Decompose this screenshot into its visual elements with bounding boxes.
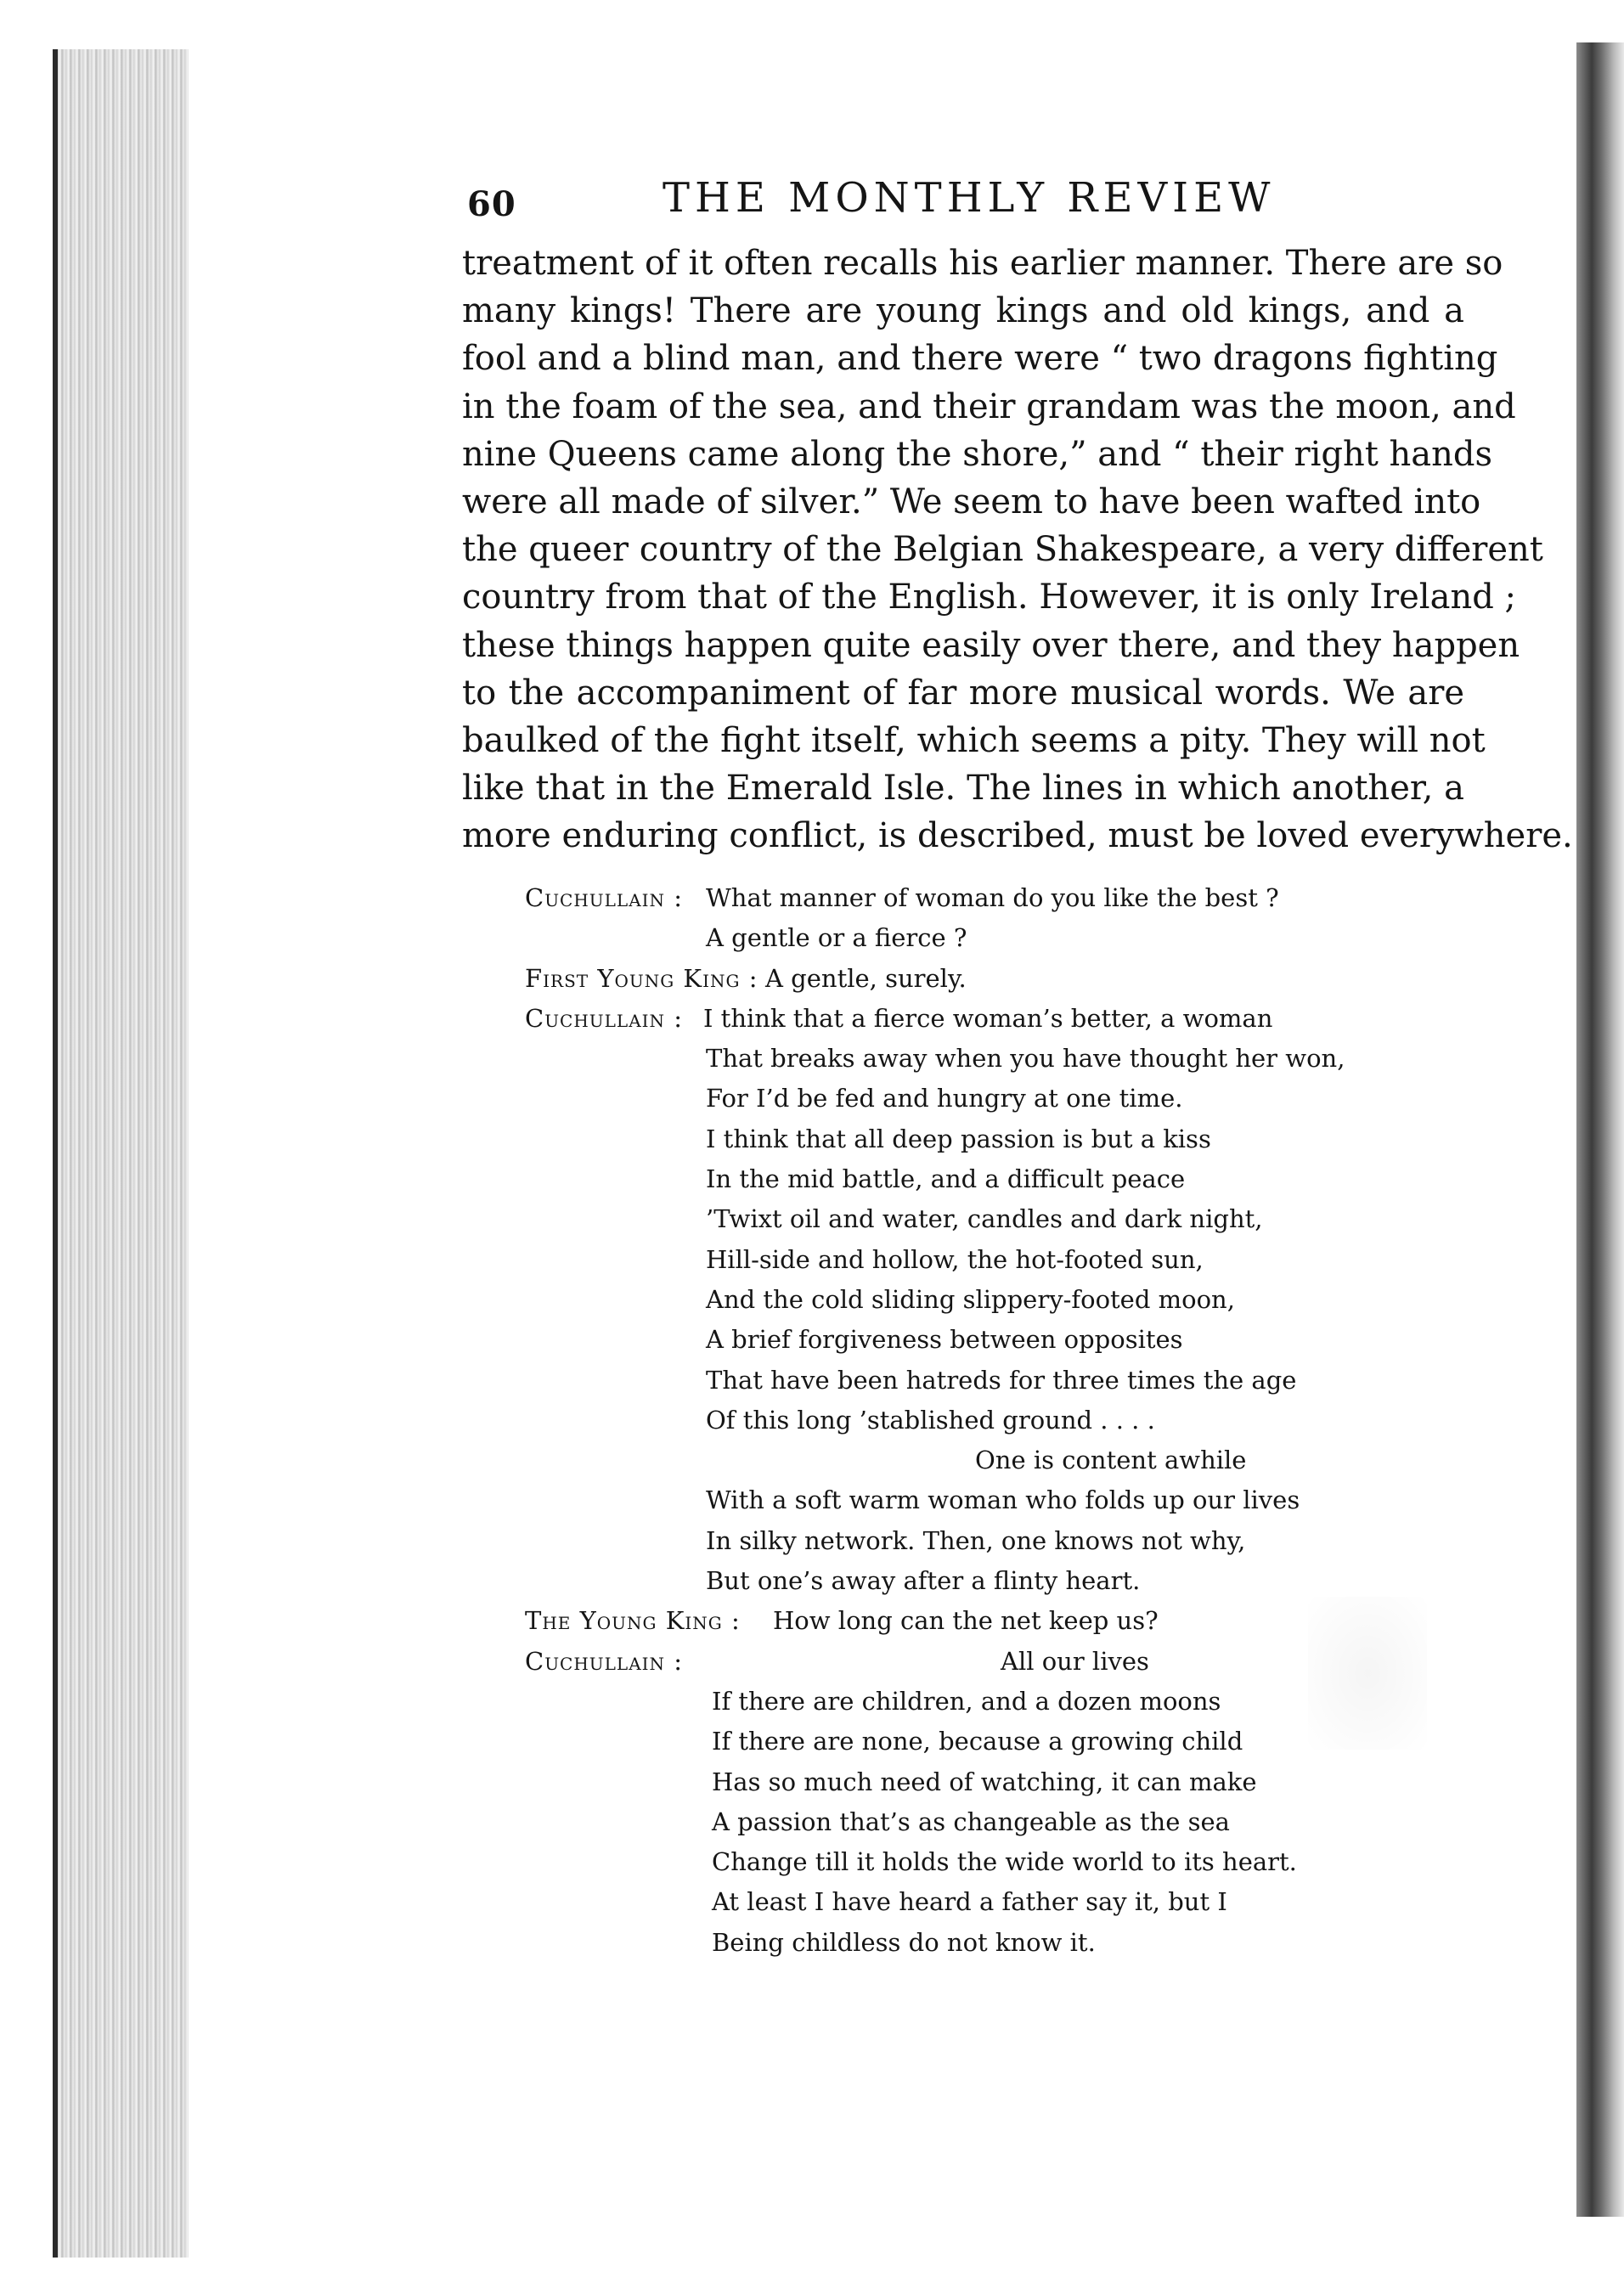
verse-text: How long can the net keep us? <box>773 1606 1159 1636</box>
verse-text: That have been hatreds for three times the age <box>706 1365 1297 1395</box>
speaker-cuchullain: Cuchullain : <box>525 883 684 912</box>
prose-line: the queer country of the Belgian Shakespeare, a very different <box>462 530 1543 570</box>
verse-text: ’Twixt oil and water, candles and dark night, <box>706 1204 1263 1234</box>
verse-dialogue <box>525 878 1374 1963</box>
dialogue-line <box>525 1642 1374 1682</box>
page-number: 60 <box>467 184 516 224</box>
dialogue-line <box>525 1320 1374 1360</box>
dialogue-line <box>525 1119 1374 1159</box>
verse-text: Change till it holds the wide world to its heart. <box>712 1847 1297 1877</box>
dialogue-line <box>525 878 1374 918</box>
speaker-the-young-king: The Young King : <box>525 1606 741 1636</box>
prose-line: fool and a blind man, and there were “ two dragons fighting <box>462 339 1498 379</box>
verse-text: But one’s away after a flinty heart. <box>706 1566 1141 1596</box>
book-spine-shadow <box>1576 42 1624 2217</box>
dialogue-line <box>525 999 1374 1039</box>
prose-line: country from that of the English. However, it is only Ireland ; <box>462 578 1516 617</box>
prose-line: like that in the Emerald Isle. The lines in which another, a <box>462 769 1464 809</box>
dialogue-line <box>525 1361 1374 1401</box>
verse-text: A gentle or a fierce ? <box>706 923 967 953</box>
dialogue-line <box>525 1842 1374 1882</box>
verse-text: At least I have heard a father say it, but I <box>712 1887 1227 1917</box>
verse-text: With a soft warm woman who folds up our lives <box>706 1485 1300 1515</box>
prose-line: more enduring conflict, is described, must be loved everywhere. <box>462 816 1573 856</box>
running-head <box>467 174 1317 234</box>
verse-text: In the mid battle, and a difficult peace <box>706 1164 1186 1194</box>
dialogue-line <box>525 1039 1374 1079</box>
dialogue-line <box>525 1401 1374 1440</box>
verse-text: If there are none, because a growing child <box>712 1727 1243 1756</box>
dialogue-line <box>525 1722 1374 1762</box>
prose-line: these things happen quite easily over there, and they happen <box>462 625 1520 665</box>
verse-text: In silky network. Then, one knows not why, <box>706 1525 1246 1555</box>
dialogue-line <box>525 1682 1374 1722</box>
dialogue-line <box>525 1802 1374 1842</box>
verse-text: If there are children, and a dozen moons <box>712 1686 1221 1716</box>
verse-text: I think that a fierce woman’s better, a woman <box>703 1003 1273 1033</box>
dialogue-line <box>525 1440 1374 1480</box>
prose-line: baulked of the fight itself, which seems a pity. They will not <box>462 720 1486 760</box>
prose-line: in the foam of the sea, and their grandam was the moon, and <box>462 386 1516 426</box>
page-smudge <box>1308 1597 1427 1750</box>
prose-line: treatment of it often recalls his earlier manner. There are so <box>462 244 1503 283</box>
dialogue-line <box>525 1762 1374 1802</box>
dialogue-line <box>525 1480 1374 1520</box>
verse-text: What manner of woman do you like the best ? <box>706 883 1279 912</box>
verse-text: For I’d be fed and hungry at one time. <box>706 1084 1183 1113</box>
dialogue-line <box>525 1159 1374 1199</box>
dialogue-line <box>525 1561 1374 1601</box>
dialogue-line <box>525 1280 1374 1320</box>
dialogue-line <box>525 918 1374 958</box>
prose-line: nine Queens came along the shore,” and “ their right hands <box>462 434 1493 474</box>
verse-text: Being childless do not know it. <box>712 1927 1096 1957</box>
dialogue-line <box>525 1521 1374 1561</box>
verse-text: A brief forgiveness between opposites <box>706 1325 1183 1355</box>
verse-text: All our lives <box>1001 1646 1149 1676</box>
verse-text: A gentle, surely. <box>765 963 967 993</box>
verse-text: That breaks away when you have thought her won, <box>706 1044 1345 1074</box>
dialogue-line <box>525 959 1374 999</box>
dialogue-line <box>525 1882 1374 1922</box>
verse-text: And the cold sliding slippery-footed moon, <box>706 1284 1235 1314</box>
dialogue-line <box>525 1079 1374 1119</box>
prose-line: to the accompaniment of far more musical words. We are <box>462 673 1464 713</box>
verse-text: Hill-side and hollow, the hot-footed sun, <box>706 1244 1204 1274</box>
speaker-cuchullain: Cuchullain : <box>525 1646 684 1676</box>
speaker-cuchullain: Cuchullain : <box>525 1003 684 1033</box>
dialogue-line <box>525 1240 1374 1280</box>
verse-text: One is content awhile <box>975 1446 1247 1475</box>
verse-text: Has so much need of watching, it can make <box>712 1767 1257 1796</box>
page-block-edge <box>53 49 194 2258</box>
dialogue-line <box>525 1199 1374 1239</box>
verse-text: Of this long ’stablished ground . . . . <box>706 1405 1155 1435</box>
verse-text: A passion that’s as changeable as the sea <box>712 1807 1230 1836</box>
dialogue-line <box>525 1601 1374 1641</box>
prose-line: many kings! There are young kings and old kings, and a <box>462 291 1464 331</box>
prose-paragraph <box>462 240 1573 860</box>
prose-line: were all made of silver.” We seem to have been wafted into <box>462 482 1481 521</box>
journal-title: THE MONTHLY REVIEW <box>663 174 1276 222</box>
dialogue-line <box>525 1923 1374 1963</box>
verse-text: I think that all deep passion is but a kiss <box>706 1124 1211 1153</box>
speaker-first-young-king: First Young King : <box>525 963 758 993</box>
